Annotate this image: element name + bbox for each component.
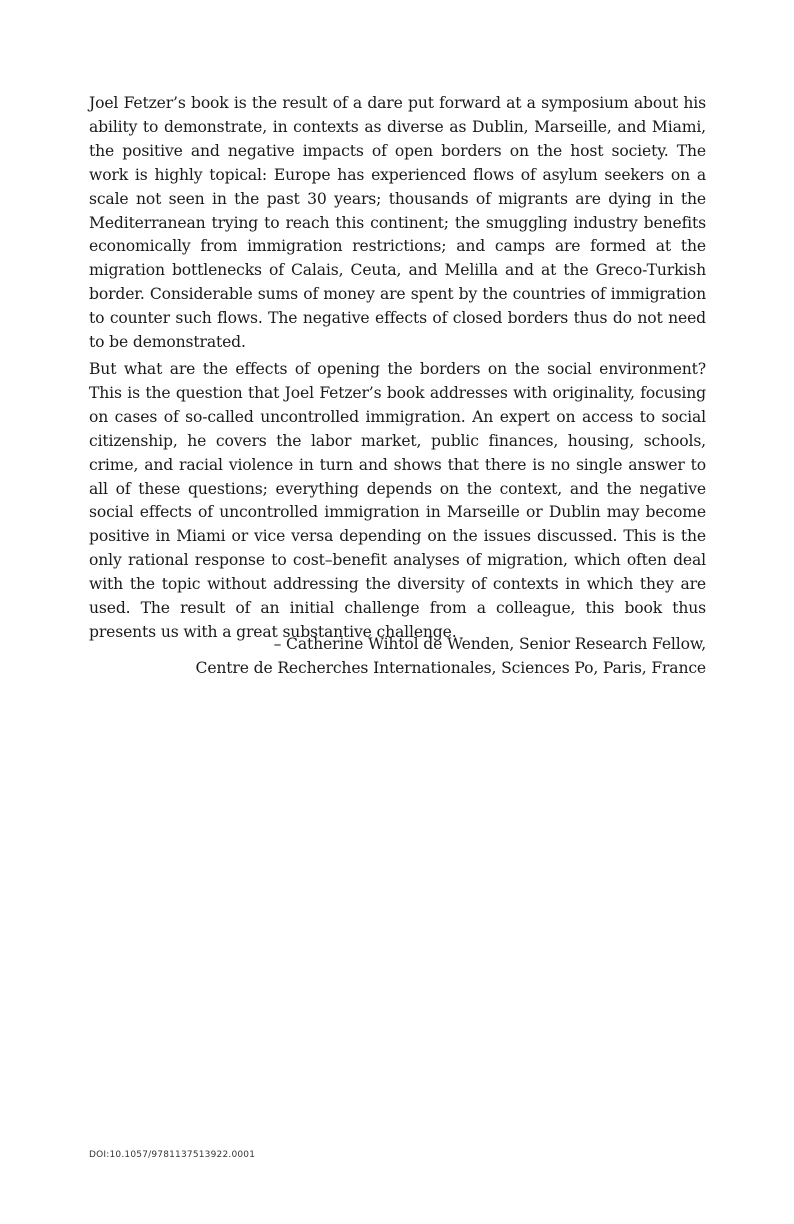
attribution-affiliation: Centre de Recherches Internationales, Sciences Po, Paris, France [195, 659, 706, 677]
attribution-author: – Catherine Wihtol de Wenden, Senior Research Fellow, [273, 635, 706, 653]
doi-footer: DOI:10.1057/9781137513922.0001 [89, 1150, 256, 1160]
endorsement-paragraph-2: But what are the effects of opening the borders on the social environment? This is the question that Joel Fetzer’s book addresses with originality, focusing on cases of so-called uncontrolled immigration. An expert on access to social citizenship, he covers the labor market, public finances, housing, schools, crime, and racial violence in turn and shows that there is no single answer to all of these questions; everything depends on the context, and the negative social effects of uncontrolled immigration in Marseille or Dublin may become positive in Miami or vice versa depending on the issues discussed. This is the only rational response to cost–benefit analyses of migration, which often deal with the topic without addressing the diversity of contexts in which they are used. The result of an initial challenge from a colleague, this book thus presents us with a great substantive challenge. [89, 360, 706, 641]
endorsement-paragraph-1: Joel Fetzer’s book is the result of a dare put forward at a symposium about his ability to demonstrate, in contexts as diverse as Dublin, Marseille, and Miami, the positive and negative impacts of open borders on the host society. The work is highly topical: Europe has experienced flows of asylum seekers on a scale not seen in the past 30 years; thousands of migrants are dying in the Mediterranean trying to reach this continent; the smuggling industry benefits economically from immigration restrictions; and camps are formed at the migration bottlenecks of Calais, Ceuta, and Melilla and at the Greco-Turkish border. Considerable sums of money are spent by the countries of immigration to counter such flows. The negative effects of closed borders thus do not need to be demonstrated. [89, 94, 706, 352]
